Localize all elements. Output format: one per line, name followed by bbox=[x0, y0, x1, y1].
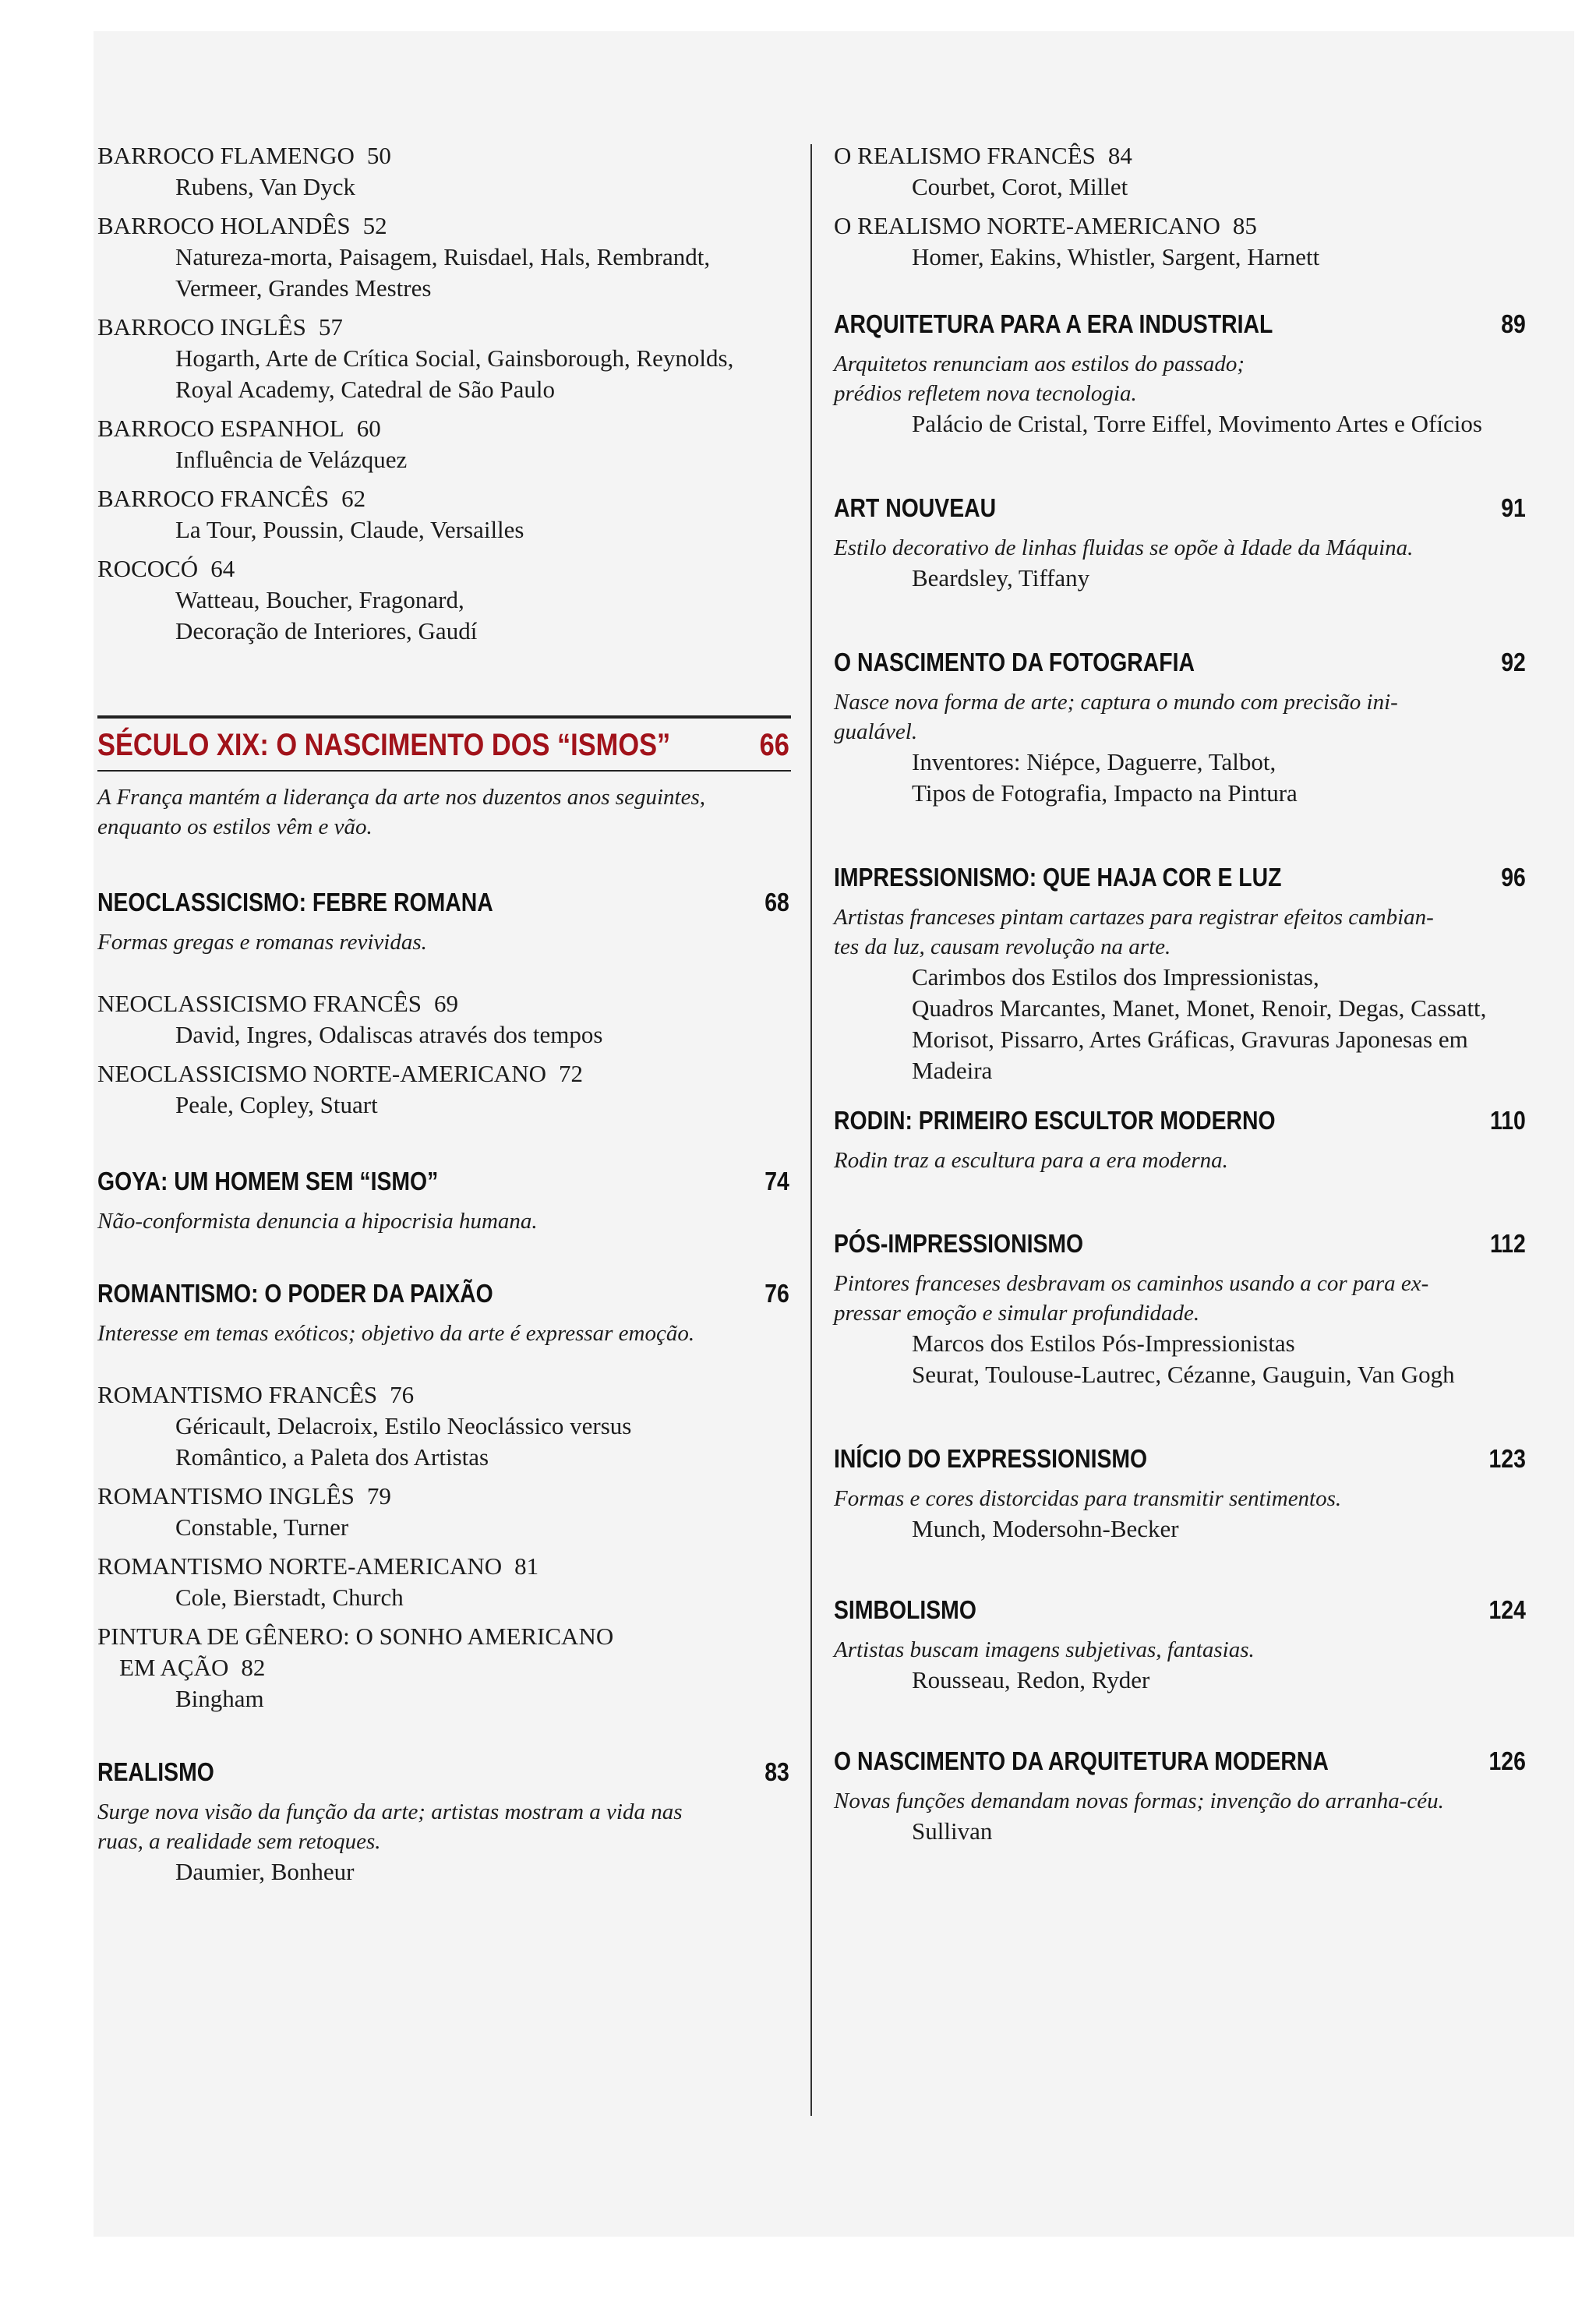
section-desc: Novas funções demandam novas formas; invenção do arranha-céu. bbox=[834, 1789, 1444, 1813]
entry-title: ROMANTISMO INGLÊS bbox=[97, 1482, 355, 1510]
entry-subtopics: Morisot, Pissarro, Artes Gráficas, Gravuras Japonesas em bbox=[912, 1026, 1468, 1053]
section-heading bbox=[834, 860, 1526, 895]
section-art-nouveau bbox=[834, 491, 1527, 594]
toc-entry bbox=[97, 1058, 791, 1121]
section-heading bbox=[834, 1104, 1526, 1138]
section-heading bbox=[834, 645, 1526, 680]
section-heading bbox=[834, 1593, 1526, 1627]
section-arquitetura-industrial bbox=[834, 307, 1527, 440]
section-title: PÓS-IMPRESSIONISMO bbox=[834, 1229, 1084, 1258]
entry-title: ROMANTISMO NORTE-AMERICANO bbox=[97, 1552, 503, 1580]
section-title: GOYA: UM HOMEM SEM “ISMO” bbox=[97, 1167, 439, 1195]
section-title: IMPRESSIONISMO: QUE HAJA COR E LUZ bbox=[834, 863, 1282, 892]
section-desc: A França mantém a liderança da arte nos duzentos anos seguintes, bbox=[97, 785, 705, 810]
section-page: 96 bbox=[1501, 863, 1526, 892]
toc-entry bbox=[97, 1621, 791, 1714]
entry-subtopics: Daumier, Bonheur bbox=[175, 1858, 355, 1885]
section-page: 112 bbox=[1490, 1229, 1526, 1258]
section-title: INÍCIO DO EXPRESSIONISMO bbox=[834, 1444, 1148, 1473]
entry-subtopics: Inventores: Niépce, Daguerre, Talbot, bbox=[912, 748, 1276, 775]
section-page: 91 bbox=[1501, 493, 1526, 522]
section-page: 66 bbox=[759, 728, 789, 762]
section-title: O NASCIMENTO DA FOTOGRAFIA bbox=[834, 648, 1195, 676]
section-arquitetura-moderna bbox=[834, 1744, 1527, 1847]
section-desc: Surge nova visão da função da arte; artistas mostram a vida nas bbox=[97, 1799, 683, 1824]
entry-title: BARROCO FRANCÊS bbox=[97, 485, 330, 512]
section-heading bbox=[97, 1755, 789, 1789]
page-number: 81 bbox=[514, 1552, 539, 1580]
section-heading bbox=[834, 1227, 1526, 1261]
section-title: SIMBOLISMO bbox=[834, 1595, 976, 1624]
page-number: 79 bbox=[366, 1482, 391, 1510]
entry-subtopics: Romântico, a Paleta dos Artistas bbox=[175, 1443, 489, 1471]
section-rule-bottom bbox=[97, 770, 791, 772]
section-desc: Nasce nova forma de arte; captura o mundo com precisão ini- bbox=[834, 690, 1398, 715]
page-number: 57 bbox=[318, 313, 343, 341]
section-title: ROMANTISMO: O PODER DA PAIXÃO bbox=[97, 1279, 493, 1308]
entry-subtopics: Marcos dos Estilos Pós-Impressionistas bbox=[912, 1330, 1295, 1357]
entry-subtopics: Constable, Turner bbox=[175, 1513, 349, 1541]
entry-subtopics: Géricault, Delacroix, Estilo Neoclássico versus bbox=[175, 1412, 632, 1439]
section-rule-top bbox=[97, 715, 791, 719]
section-desc: Pintores franceses desbravam os caminhos usando a cor para ex- bbox=[834, 1271, 1429, 1296]
section-page: 126 bbox=[1488, 1746, 1526, 1775]
entry-subtopics: Beardsley, Tiffany bbox=[912, 564, 1090, 592]
section-desc: tes da luz, causam revolução na arte. bbox=[834, 934, 1171, 959]
section-title: NEOCLASSICISMO: FEBRE ROMANA bbox=[97, 888, 493, 916]
section-page: 68 bbox=[764, 888, 789, 916]
section-desc: Não-conformista denuncia a hipocrisia humana. bbox=[97, 1209, 538, 1234]
entry-subtopics: Palácio de Cristal, Torre Eiffel, Movimento Artes e Ofícios bbox=[912, 410, 1482, 437]
entry-subtopics: Carimbos dos Estilos dos Impressionistas, bbox=[912, 963, 1319, 991]
section-desc: Rodin traz a escultura para a era moderna. bbox=[834, 1148, 1228, 1173]
section-heading bbox=[834, 491, 1526, 525]
section-heading bbox=[834, 307, 1526, 341]
entry-title: BARROCO HOLANDÊS bbox=[97, 212, 351, 239]
column-divider bbox=[810, 144, 812, 2116]
section-page: 83 bbox=[764, 1757, 789, 1786]
section-expressionismo bbox=[834, 1442, 1527, 1545]
section-rodin bbox=[834, 1104, 1527, 1175]
entry-title: BARROCO ESPANHOL bbox=[97, 415, 344, 442]
section-desc: ruas, a realidade sem retoques. bbox=[97, 1829, 381, 1854]
toc-right-column bbox=[834, 140, 1527, 1847]
toc-entry bbox=[97, 140, 791, 203]
page-number: 62 bbox=[341, 485, 366, 512]
page-number: 72 bbox=[558, 1060, 583, 1087]
toc-entry bbox=[97, 210, 791, 304]
page-number: 52 bbox=[362, 212, 387, 239]
section-desc: Formas e cores distorcidas para transmitir sentimentos. bbox=[834, 1486, 1342, 1511]
toc-entry bbox=[97, 312, 791, 405]
toc-entry bbox=[97, 1379, 791, 1473]
toc-entry bbox=[97, 1481, 791, 1543]
section-goya bbox=[97, 1164, 791, 1236]
page-number: 64 bbox=[210, 555, 235, 582]
entry-title: BARROCO FLAMENGO bbox=[97, 142, 355, 169]
section-desc: Interesse em temas exóticos; objetivo da arte é expressar emoção. bbox=[97, 1321, 695, 1346]
section-heading bbox=[834, 1442, 1526, 1476]
entry-subtopics: Cole, Bierstadt, Church bbox=[175, 1584, 404, 1611]
section-desc: Artistas buscam imagens subjetivas, fantasias. bbox=[834, 1637, 1255, 1662]
toc-entry bbox=[97, 413, 791, 475]
entry-subtopics: Peale, Copley, Stuart bbox=[175, 1091, 378, 1118]
page-number: 69 bbox=[434, 990, 459, 1017]
section-romantismo bbox=[97, 1277, 791, 1348]
entry-subtopics: Rousseau, Redon, Ryder bbox=[912, 1666, 1150, 1693]
section-desc: gualável. bbox=[834, 719, 918, 744]
entry-subtopics: Influência de Velázquez bbox=[175, 446, 408, 473]
section-heading bbox=[97, 1164, 789, 1199]
toc-entry bbox=[97, 483, 791, 546]
section-heading bbox=[97, 725, 789, 765]
entry-subtopics: Munch, Modersohn-Becker bbox=[912, 1515, 1179, 1542]
section-fotografia bbox=[834, 645, 1527, 809]
entry-subtopics: Madeira bbox=[912, 1057, 993, 1084]
section-pos-impressionismo bbox=[834, 1227, 1527, 1390]
page-number: 76 bbox=[390, 1381, 415, 1408]
section-page: 124 bbox=[1488, 1595, 1526, 1624]
section-page: 92 bbox=[1501, 648, 1526, 676]
entry-subtopics: Rubens, Van Dyck bbox=[175, 173, 356, 200]
section-desc: pressar emoção e simular profundidade. bbox=[834, 1301, 1200, 1326]
section-desc: prédios refletem nova tecnologia. bbox=[834, 381, 1137, 406]
entry-subtopics: Tipos de Fotografia, Impacto na Pintura bbox=[912, 779, 1298, 807]
section-page: 76 bbox=[764, 1279, 789, 1308]
entry-title: BARROCO INGLÊS bbox=[97, 313, 306, 341]
section-neoclassicismo bbox=[97, 885, 791, 957]
section-title: ARQUITETURA PARA A ERA INDUSTRIAL bbox=[834, 309, 1273, 338]
section-title: O NASCIMENTO DA ARQUITETURA MODERNA bbox=[834, 1746, 1329, 1775]
section-heading bbox=[97, 1277, 789, 1311]
entry-title: NEOCLASSICISMO NORTE-AMERICANO bbox=[97, 1060, 546, 1087]
entry-title: PINTURA DE GÊNERO: O SONHO AMERICANO bbox=[97, 1623, 614, 1650]
section-heading bbox=[97, 885, 789, 920]
toc-entry bbox=[834, 140, 1527, 203]
section-title: SÉCULO XIX: O NASCIMENTO DOS “ISMOS” bbox=[97, 728, 671, 762]
entry-subtopics: Watteau, Boucher, Fragonard, bbox=[175, 586, 464, 613]
entry-subtopics: Bingham bbox=[175, 1685, 264, 1712]
entry-subtopics: Sullivan bbox=[912, 1817, 993, 1845]
section-desc: Artistas franceses pintam cartazes para registrar efeitos cambian- bbox=[834, 905, 1434, 930]
toc-entry bbox=[97, 988, 791, 1051]
section-desc: Formas gregas e romanas revividas. bbox=[97, 930, 427, 955]
entry-subtopics: La Tour, Poussin, Claude, Versailles bbox=[175, 516, 524, 543]
toc-entry bbox=[97, 553, 791, 647]
entry-subtopics: Courbet, Corot, Millet bbox=[912, 173, 1128, 200]
entry-subtopics: Natureza-morta, Paisagem, Ruisdael, Hals, Rembrandt, bbox=[175, 243, 711, 270]
entry-subtopics: Homer, Eakins, Whistler, Sargent, Harnett bbox=[912, 243, 1320, 270]
entry-subtopics: David, Ingres, Odaliscas através dos tempos bbox=[175, 1021, 603, 1048]
entry-title: ROMANTISMO FRANCÊS bbox=[97, 1381, 378, 1408]
entry-subtopics: Decoração de Interiores, Gaudí bbox=[175, 617, 478, 644]
section-desc: Arquitetos renunciam aos estilos do passado; bbox=[834, 351, 1245, 376]
section-page: 74 bbox=[764, 1167, 789, 1195]
entry-subtopics: Hogarth, Arte de Crítica Social, Gainsborough, Reynolds, bbox=[175, 344, 734, 372]
section-desc: enquanto os estilos vêm e vão. bbox=[97, 814, 373, 839]
section-title: RODIN: PRIMEIRO ESCULTOR MODERNO bbox=[834, 1106, 1276, 1135]
toc-entry bbox=[97, 1551, 791, 1613]
toc-entry bbox=[834, 210, 1527, 273]
section-title: REALISMO bbox=[97, 1757, 214, 1786]
entry-title: O REALISMO NORTE-AMERICANO bbox=[834, 212, 1220, 239]
section-page: 89 bbox=[1501, 309, 1526, 338]
entry-title: ROCOCÓ bbox=[97, 555, 199, 582]
page-number: 82 bbox=[241, 1654, 266, 1681]
section-heading bbox=[834, 1744, 1526, 1778]
section-desc: Estilo decorativo de linhas fluidas se opõe à Idade da Máquina. bbox=[834, 535, 1414, 560]
entry-subtopics: Quadros Marcantes, Manet, Monet, Renoir, Degas, Cassatt, bbox=[912, 994, 1487, 1022]
section-page: 123 bbox=[1488, 1444, 1526, 1473]
section-xix bbox=[97, 715, 791, 842]
page-number: 85 bbox=[1232, 212, 1257, 239]
entry-title: NEOCLASSICISMO FRANCÊS bbox=[97, 990, 422, 1017]
section-impressionismo bbox=[834, 860, 1527, 1086]
entry-subtopics: Royal Academy, Catedral de São Paulo bbox=[175, 376, 555, 403]
entry-title: O REALISMO FRANCÊS bbox=[834, 142, 1096, 169]
page-number: 50 bbox=[366, 142, 391, 169]
entry-subtopics: Vermeer, Grandes Mestres bbox=[175, 274, 432, 302]
entry-title-cont: EM AÇÃO bbox=[119, 1654, 229, 1681]
section-simbolismo bbox=[834, 1593, 1527, 1696]
page-number: 60 bbox=[356, 415, 381, 442]
section-page: 110 bbox=[1490, 1106, 1526, 1135]
section-realismo bbox=[97, 1755, 791, 1888]
toc-left-column bbox=[97, 140, 791, 1888]
entry-subtopics: Seurat, Toulouse-Lautrec, Cézanne, Gauguin, Van Gogh bbox=[912, 1361, 1455, 1388]
section-title: ART NOUVEAU bbox=[834, 493, 997, 522]
page-number: 84 bbox=[1107, 142, 1132, 169]
